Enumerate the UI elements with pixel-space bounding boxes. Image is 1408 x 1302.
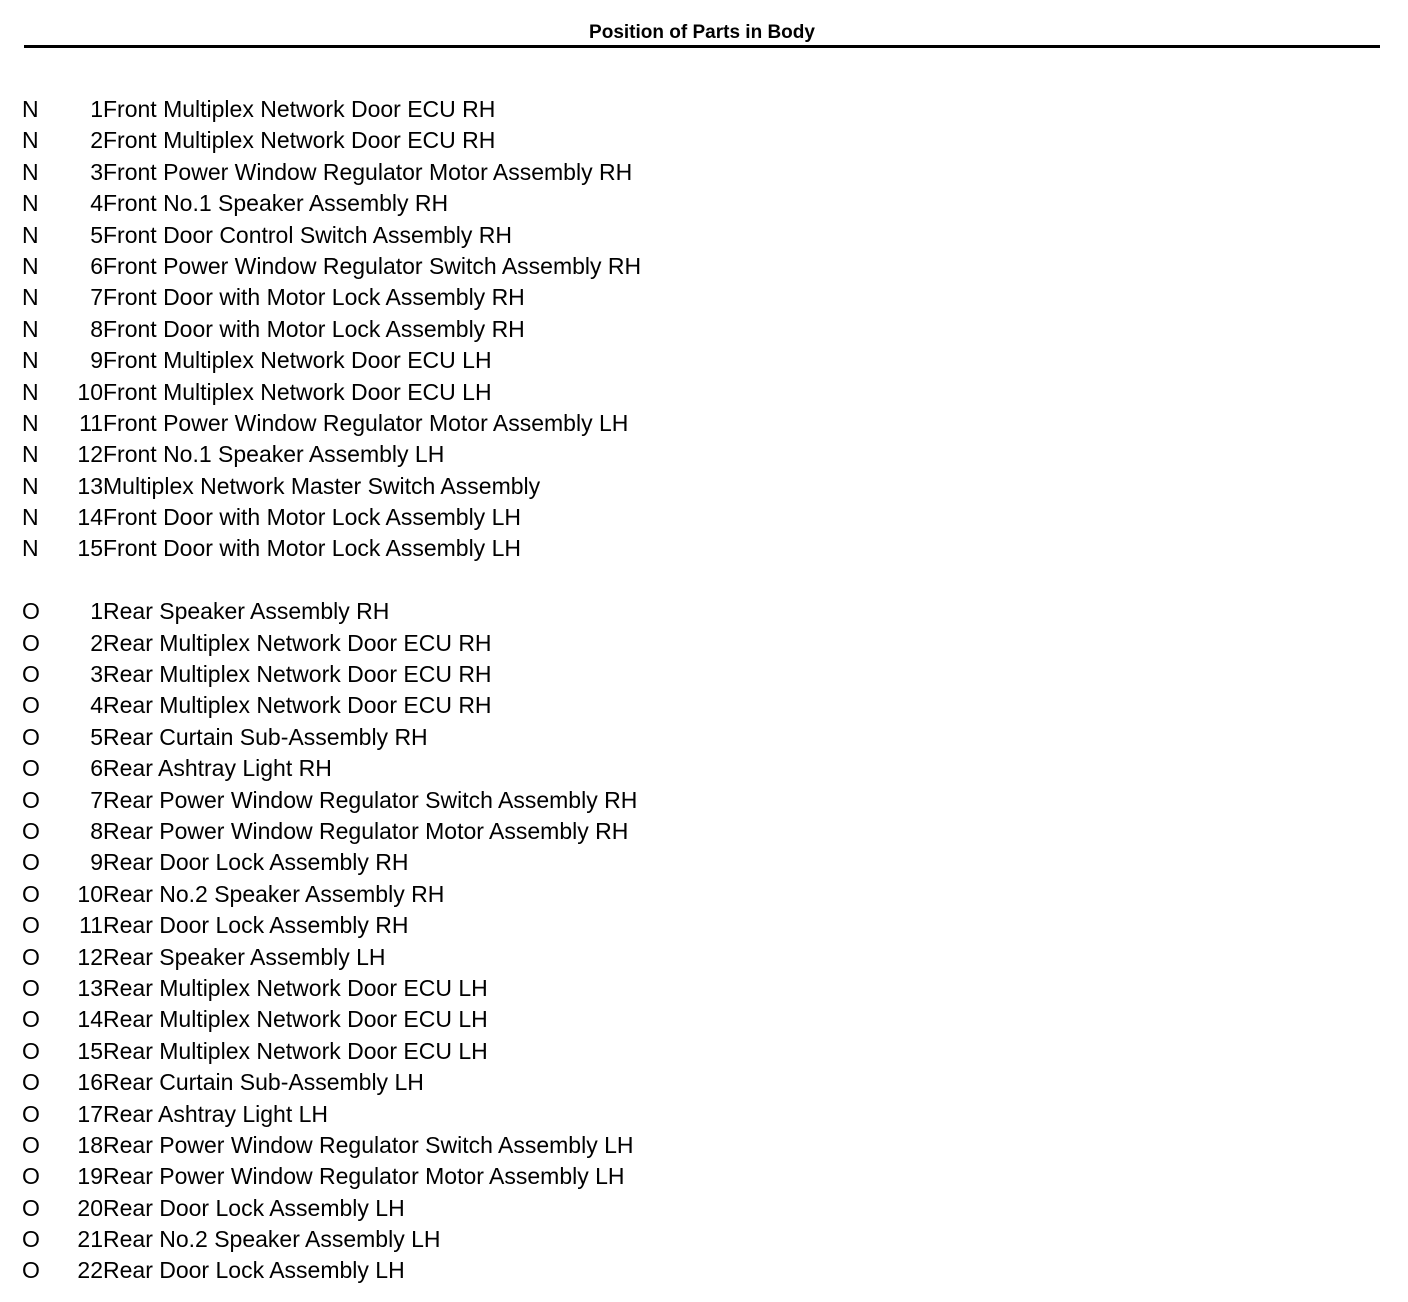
part-code: N bbox=[22, 441, 39, 468]
part-code: O bbox=[22, 1257, 40, 1284]
part-number: 8 bbox=[90, 315, 103, 342]
part-name: Rear Multiplex Network Door ECU RH bbox=[103, 629, 492, 656]
part-name: Rear Power Window Regulator Switch Assembly RH bbox=[103, 786, 638, 813]
part-code: O bbox=[22, 974, 40, 1001]
part-code: N bbox=[22, 190, 39, 217]
part-code: O bbox=[22, 786, 40, 813]
part-number: 6 bbox=[90, 755, 103, 782]
part-name: Rear Door Lock Assembly RH bbox=[103, 912, 409, 939]
part-name: Rear No.2 Speaker Assembly RH bbox=[103, 880, 445, 907]
part-name: Front No.1 Speaker Assembly LH bbox=[103, 441, 445, 468]
part-number: 2 bbox=[90, 629, 103, 656]
part-code: O bbox=[22, 661, 40, 688]
part-row bbox=[22, 220, 1382, 251]
part-row bbox=[22, 533, 1382, 564]
part-name: Front Door with Motor Lock Assembly RH bbox=[103, 284, 525, 311]
part-number: 14 bbox=[77, 504, 103, 531]
part-name: Front Door with Motor Lock Assembly RH bbox=[103, 315, 525, 342]
part-row bbox=[22, 722, 1382, 753]
part-name: Front Door with Motor Lock Assembly LH bbox=[103, 504, 521, 531]
part-number: 19 bbox=[77, 1163, 103, 1190]
part-row bbox=[22, 690, 1382, 721]
part-name: Rear Power Window Regulator Switch Assembly LH bbox=[103, 1131, 634, 1158]
part-number: 4 bbox=[90, 692, 103, 719]
part-row bbox=[22, 1130, 1382, 1161]
part-number: 15 bbox=[77, 535, 103, 562]
part-name: Front Multiplex Network Door ECU RH bbox=[103, 127, 496, 154]
part-name: Rear Curtain Sub-Assembly LH bbox=[103, 1069, 424, 1096]
part-code: N bbox=[22, 127, 39, 154]
part-number: 12 bbox=[77, 441, 103, 468]
part-number: 8 bbox=[90, 817, 103, 844]
part-name: Front Power Window Regulator Switch Assembly RH bbox=[103, 252, 642, 279]
part-name: Rear Multiplex Network Door ECU RH bbox=[103, 692, 492, 719]
part-code: O bbox=[22, 1006, 40, 1033]
part-name: Rear Multiplex Network Door ECU LH bbox=[103, 1006, 488, 1033]
part-number: 10 bbox=[77, 880, 103, 907]
part-number: 9 bbox=[90, 347, 103, 374]
part-row bbox=[22, 1193, 1382, 1224]
part-row bbox=[22, 1067, 1382, 1098]
part-name: Front Power Window Regulator Motor Assembly RH bbox=[103, 158, 633, 185]
part-code: O bbox=[22, 1131, 40, 1158]
part-code: O bbox=[22, 1069, 40, 1096]
part-number: 11 bbox=[79, 912, 103, 939]
part-number: 1 bbox=[90, 598, 103, 625]
part-name: Rear Multiplex Network Door ECU LH bbox=[103, 1037, 488, 1064]
part-code: N bbox=[22, 504, 39, 531]
part-number: 18 bbox=[77, 1131, 103, 1158]
part-number: 5 bbox=[90, 221, 103, 248]
part-name: Rear Ashtray Light RH bbox=[103, 755, 332, 782]
part-code: N bbox=[22, 347, 39, 374]
part-number: 16 bbox=[77, 1069, 103, 1096]
part-row bbox=[22, 596, 1382, 627]
part-row bbox=[22, 973, 1382, 1004]
part-row bbox=[22, 377, 1382, 408]
part-number: 6 bbox=[90, 252, 103, 279]
part-row bbox=[22, 753, 1382, 784]
part-row bbox=[22, 628, 1382, 659]
part-code: N bbox=[22, 409, 39, 436]
part-code: O bbox=[22, 880, 40, 907]
part-name: Rear Door Lock Assembly LH bbox=[103, 1257, 405, 1284]
part-row bbox=[22, 408, 1382, 439]
part-name: Rear Multiplex Network Door ECU RH bbox=[103, 661, 492, 688]
part-name: Front No.1 Speaker Assembly RH bbox=[103, 190, 449, 217]
part-number: 4 bbox=[90, 190, 103, 217]
part-code: N bbox=[22, 252, 39, 279]
part-name: Rear Power Window Regulator Motor Assembly RH bbox=[103, 817, 629, 844]
part-code: O bbox=[22, 1100, 40, 1127]
part-number: 3 bbox=[90, 158, 103, 185]
part-code: O bbox=[22, 912, 40, 939]
part-code: O bbox=[22, 1194, 40, 1221]
part-code: O bbox=[22, 598, 40, 625]
part-number: 3 bbox=[90, 661, 103, 688]
part-row bbox=[22, 314, 1382, 345]
part-row bbox=[22, 879, 1382, 910]
part-code: N bbox=[22, 158, 39, 185]
part-code: O bbox=[22, 1037, 40, 1064]
part-row bbox=[22, 471, 1382, 502]
part-number: 12 bbox=[77, 943, 103, 970]
part-number: 21 bbox=[77, 1226, 103, 1253]
part-number: 2 bbox=[90, 127, 103, 154]
part-row bbox=[22, 1004, 1382, 1035]
part-row bbox=[22, 816, 1382, 847]
part-row bbox=[22, 847, 1382, 878]
part-row bbox=[22, 942, 1382, 973]
part-name: Rear Ashtray Light LH bbox=[103, 1100, 329, 1127]
part-code: O bbox=[22, 943, 40, 970]
part-name: Multiplex Network Master Switch Assembly bbox=[103, 472, 541, 499]
part-code: O bbox=[22, 817, 40, 844]
part-name: Front Multiplex Network Door ECU LH bbox=[103, 347, 492, 374]
part-name: Front Multiplex Network Door ECU RH bbox=[103, 96, 496, 122]
part-code: O bbox=[22, 755, 40, 782]
part-row bbox=[22, 94, 1382, 125]
part-code: N bbox=[22, 221, 39, 248]
parts-group-n bbox=[22, 94, 1382, 565]
part-code: N bbox=[22, 315, 39, 342]
part-row bbox=[22, 1099, 1382, 1130]
part-row bbox=[22, 1161, 1382, 1192]
part-row bbox=[22, 785, 1382, 816]
part-name: Rear Speaker Assembly LH bbox=[103, 943, 386, 970]
part-code: O bbox=[22, 849, 40, 876]
part-number: 13 bbox=[77, 472, 103, 499]
part-row bbox=[22, 345, 1382, 376]
part-row bbox=[22, 1036, 1382, 1067]
part-row bbox=[22, 188, 1382, 219]
part-number: 5 bbox=[90, 723, 103, 750]
part-row bbox=[22, 439, 1382, 470]
part-number: 14 bbox=[77, 1006, 103, 1033]
part-number: 1 bbox=[90, 96, 103, 122]
part-code: N bbox=[22, 472, 39, 499]
part-row bbox=[22, 251, 1382, 282]
part-code: O bbox=[22, 723, 40, 750]
part-code: O bbox=[22, 629, 40, 656]
part-code: O bbox=[22, 1226, 40, 1253]
part-name: Rear Door Lock Assembly LH bbox=[103, 1194, 405, 1221]
parts-list bbox=[22, 94, 1382, 1287]
part-code: N bbox=[22, 378, 39, 405]
part-number: 9 bbox=[90, 849, 103, 876]
part-number: 17 bbox=[77, 1100, 103, 1127]
part-row bbox=[22, 157, 1382, 188]
part-name: Front Door with Motor Lock Assembly LH bbox=[103, 535, 521, 562]
part-name: Rear Power Window Regulator Motor Assembly LH bbox=[103, 1163, 625, 1190]
part-code: O bbox=[22, 692, 40, 719]
part-name: Rear Curtain Sub-Assembly RH bbox=[103, 723, 428, 750]
part-name: Front Multiplex Network Door ECU LH bbox=[103, 378, 492, 405]
part-number: 15 bbox=[77, 1037, 103, 1064]
part-number: 20 bbox=[77, 1194, 103, 1221]
part-row bbox=[22, 910, 1382, 941]
part-row bbox=[22, 125, 1382, 156]
part-row bbox=[22, 1255, 1382, 1286]
part-name: Rear Multiplex Network Door ECU LH bbox=[103, 974, 488, 1001]
part-name: Front Power Window Regulator Motor Assembly LH bbox=[103, 409, 629, 436]
title-divider bbox=[24, 45, 1380, 48]
page-title: Position of Parts in Body bbox=[589, 22, 815, 43]
part-row bbox=[22, 282, 1382, 313]
part-name: Rear Door Lock Assembly RH bbox=[103, 849, 409, 876]
part-name: Rear No.2 Speaker Assembly LH bbox=[103, 1226, 441, 1253]
part-number: 13 bbox=[77, 974, 103, 1001]
part-number: 11 bbox=[79, 409, 103, 436]
part-code: N bbox=[22, 535, 39, 562]
part-code: N bbox=[22, 96, 39, 122]
part-number: 22 bbox=[77, 1257, 103, 1284]
part-name: Front Door Control Switch Assembly RH bbox=[103, 221, 513, 248]
part-row bbox=[22, 659, 1382, 690]
part-row bbox=[22, 502, 1382, 533]
part-name: Rear Speaker Assembly RH bbox=[103, 598, 390, 625]
part-number: 7 bbox=[90, 284, 103, 311]
part-code: N bbox=[22, 284, 39, 311]
part-number: 10 bbox=[77, 378, 103, 405]
part-row bbox=[22, 1224, 1382, 1255]
part-code: O bbox=[22, 1163, 40, 1190]
part-number: 7 bbox=[90, 786, 103, 813]
parts-group-o bbox=[22, 596, 1382, 1287]
